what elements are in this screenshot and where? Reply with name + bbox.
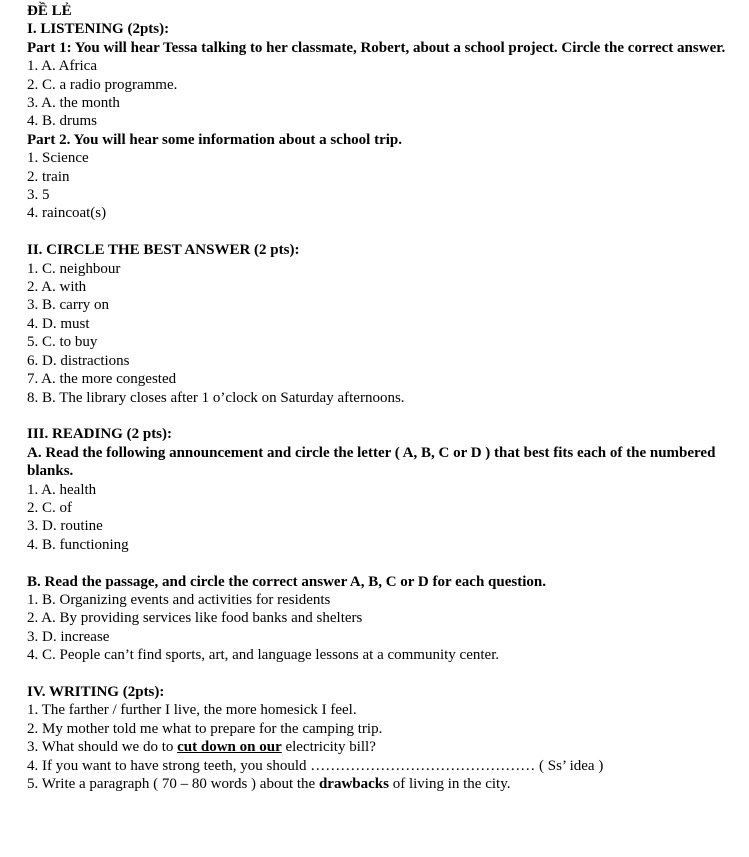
answer-line: 2. train xyxy=(27,168,70,185)
emphasized-phrase: cut down on our xyxy=(177,739,282,756)
listening-part2-instruction: Part 2. You will hear some information about a school trip. xyxy=(27,131,402,148)
answer-text: 3. What should we do to xyxy=(27,739,178,756)
reading-title: III. READING (2 pts): xyxy=(27,426,173,443)
answer-line: 4. raincoat(s) xyxy=(27,205,107,222)
circle-title: II. CIRCLE THE BEST ANSWER (2 pts): xyxy=(27,242,300,259)
section-spacer xyxy=(27,665,729,683)
answer-line: 1. Science xyxy=(27,150,89,167)
answer-line: 1. A. health xyxy=(27,481,97,498)
section-spacer xyxy=(27,554,729,572)
emphasized-word: drawbacks xyxy=(318,776,389,792)
answer-line: 2. My mother told me what to prepare for the camping trip. xyxy=(27,720,383,737)
reading-partA-instruction: A. Read the following announcement and circle the letter ( A, B, C or D ) that best fits each of the numbered blanks. xyxy=(27,444,716,480)
answer-line xyxy=(27,738,729,756)
answer-line: 4. C. People can’t find sports, art, and language lessons at a community center. xyxy=(27,647,500,664)
answer-text: of living in the city. xyxy=(388,776,511,792)
answer-line: 5. C. to buy xyxy=(27,334,98,351)
answer-text: electricity bill? xyxy=(281,739,376,756)
answer-line: 1. C. neighbour xyxy=(27,260,121,277)
answer-line: 2. A. with xyxy=(27,279,87,296)
answer-line: 2. C. a radio programme. xyxy=(27,76,178,93)
listening-part1-instruction: Part 1: You will hear Tessa talking to her classmate, Robert, about a school project. Circle the correct answer. xyxy=(27,39,726,56)
answer-text: 5. Write a paragraph ( 70 – 80 words ) about the xyxy=(27,776,319,792)
answer-line: 1. The farther / further I live, the more homesick I feel. xyxy=(27,702,357,719)
answer-line: 1. B. Organizing events and activities for residents xyxy=(27,591,331,608)
section-spacer xyxy=(27,407,729,425)
answer-line: 3. 5 xyxy=(27,187,50,204)
answer-line xyxy=(27,775,729,793)
answer-line: 3. B. carry on xyxy=(27,297,110,314)
answer-line: 1. A. Africa xyxy=(27,58,97,75)
answer-line: 2. C. of xyxy=(27,499,72,516)
document-header: ĐỀ LẺ xyxy=(27,3,72,19)
answer-line: 6. D. distractions xyxy=(27,352,130,369)
answer-line: 8. B. The library closes after 1 o’clock on Saturday afternoons. xyxy=(27,389,405,406)
section-spacer xyxy=(27,223,729,241)
answer-line: 7. A. the more congested xyxy=(27,371,177,388)
answer-line: 3. D. increase xyxy=(27,628,110,645)
listening-title: I. LISTENING (2pts): xyxy=(27,21,170,38)
reading-partB-instruction: B. Read the passage, and circle the correct answer A, B, C or D for each question. xyxy=(27,573,546,590)
answer-line: 4. B. functioning xyxy=(27,536,129,553)
answer-line: 2. A. By providing services like food banks and shelters xyxy=(27,610,363,627)
answer-line: 3. D. routine xyxy=(27,518,103,535)
writing-title: IV. WRITING (2pts): xyxy=(27,683,165,700)
answer-line: 3. A. the month xyxy=(27,95,120,112)
answer-line: 4. B. drums xyxy=(27,113,98,130)
answer-line: 4. D. must xyxy=(27,315,90,332)
answer-line: 4. If you want to have strong teeth, you should ……………………………………… ( Ss’ idea ) xyxy=(27,757,604,774)
